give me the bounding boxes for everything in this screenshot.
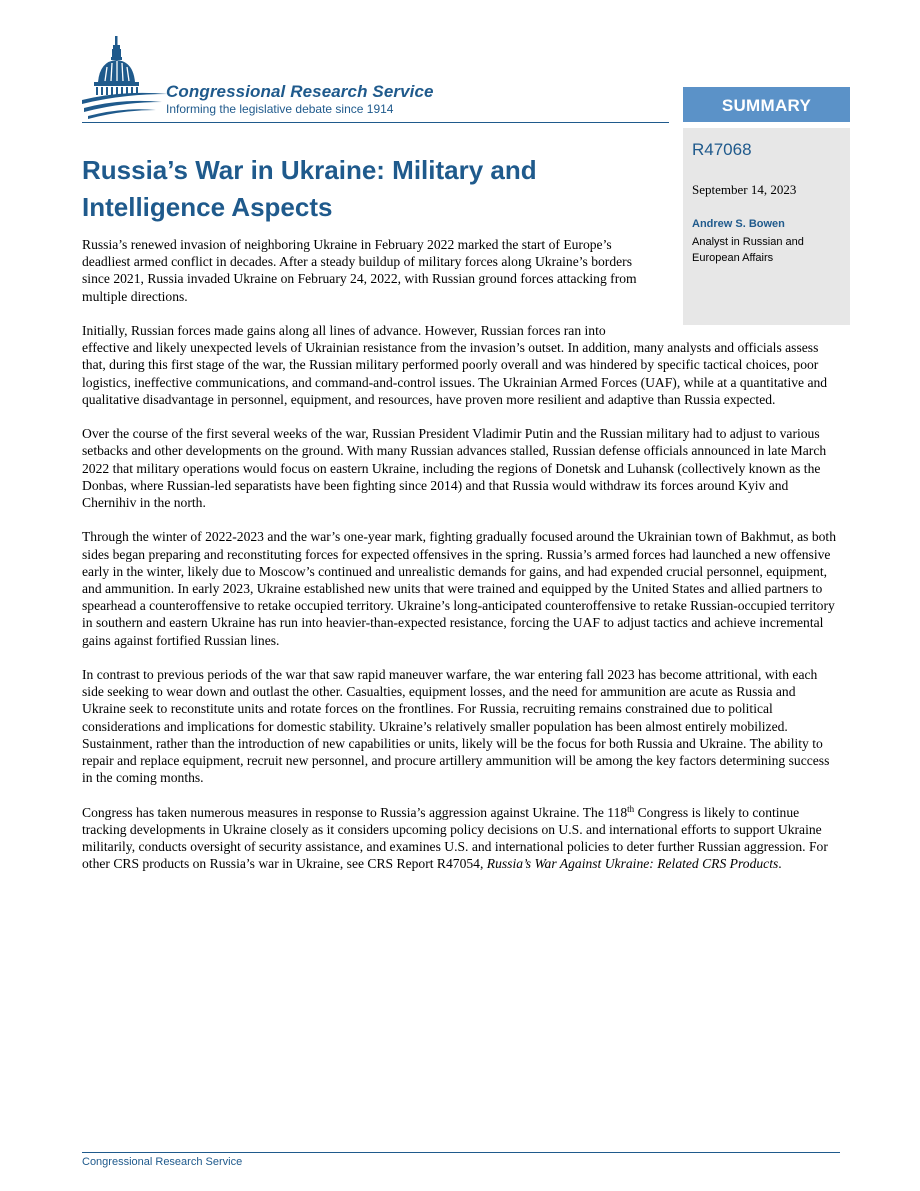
- body-paragraph: Through the winter of 2022-2023 and the war’s one-year mark, fighting gradually focused around the Ukrainian town of Bakhmut, as both sides began preparing and reconstituting forces for expected offensives in the spring. Russia’s armed forces had launched a new offensive early in the winter, likely due to Moscow’s continued and unrealistic demands for gains, and had expended crucial personnel, equipment, and ammunition. In early 2023, Ukraine established new units that were trained and equipped by the United States and allied partners to spearhead a counteroffensive to retake occupied territory. Ukraine’s long-anticipated counteroffensive to retake Russian-occupied territory in southern and eastern Ukraine has run into heavier-than-expected resistance, forcing the UAF to adjust tactics and achieve incremental gains against fortified Russian lines.: [82, 529, 837, 648]
- body-paragraph: In contrast to previous periods of the war that saw rapid maneuver warfare, the war entering fall 2023 has become attritional, with each side seeking to wear down and outlast the other. Casualties, equipment losses, and the need for ammunition are acute as Russia and Ukraine seek to reconstitute units and rotate forces on the frontlines. For Russia, recruiting remains constrained due to political considerations and implications for domestic stability. Ukraine’s relatively smaller population has been almost entirely mobilized. Sustainment, rather than the introduction of new capabilities or units, likely will be the focus for both Russia and Ukraine. The ability to repair and replace equipment, recruit new personnel, and procure artillery ammunition will be among the key factors determining success in the coming months.: [82, 667, 830, 786]
- footer-divider: [82, 1152, 840, 1153]
- text-run: .: [778, 856, 782, 872]
- document-title: Russia’s War in Ukraine: Military and Intelligence Aspects: [82, 155, 537, 222]
- text-run: Congress is likely to continue tracking developments in Ukraine closely as it considers upcoming policy decisions on U.S. and international efforts to support Ukraine militarily, conducts oversight of security assistance, and examines U.S. and international policies to deter further Russian aggression. For other CRS products on Russia’s war in Ukraine, see CRS Report R47054,: [82, 804, 828, 872]
- author-title: Analyst in Russian and European Affairs: [692, 236, 804, 264]
- body-paragraph: Initially, Russian forces made gains along all lines of advance. However, Russian forces ran into effective and likely unexpected levels of Ukrainian resistance from the invasion’s outset. In addition, many analysts and officials assess that, during this first stage of the war, the Russian military performed poorly overall and was hindered by specific tactical choices, poor logistics, ineffective communications, and command-and-control issues. The Ukrainian Armed Forces (UAF), while at a quantitative and qualitative disadvantage in personnel, equipment, and resources, have proven more resilient and adaptive than Russia expected.: [82, 323, 828, 407]
- author-name: Andrew S. Bowen: [692, 218, 785, 230]
- footer-org-name: Congressional Research Service: [82, 1156, 243, 1168]
- report-date: September 14, 2023: [692, 182, 797, 197]
- ordinal-superscript: th: [627, 803, 635, 814]
- text-run: Congress has taken numerous measures in response to Russia’s aggression against Ukraine. The 118: [82, 804, 628, 820]
- sidebar-wrap-spacer: [655, 236, 840, 328]
- body-paragraph-congress: [82, 804, 840, 873]
- crs-report-title: Russia’s War Against Ukraine: Related CRS Products: [486, 856, 779, 872]
- summary-body: [82, 236, 840, 890]
- header-divider: [82, 122, 669, 123]
- body-paragraph: Russia’s renewed invasion of neighboring Ukraine in February 2022 marked the start of Europe’s deadliest armed conflict in decades. After a steady buildup of military forces along Ukraine’s borders since 2021, Russia invaded Ukraine on February 24, 2022, with Russian ground forces attacking from multiple directions.: [82, 237, 637, 304]
- crs-capitol-dome-logo: [82, 34, 172, 120]
- summary-heading: SUMMARY: [683, 87, 850, 122]
- body-paragraph: Over the course of the first several weeks of the war, Russian President Vladimir Putin and the Russian military had to adjust to various setbacks and other developments on the ground. With many Russian advances stalled, Russian defense officials announced in late March 2022 that military operations would focus on eastern Ukraine, including the regions of Donetsk and Luhansk (collectively known as the Donbas, where Russian-led separatists have been fighting since 2014) and that Russia would withdraw its forces around Kyiv and Chernihiv in the north.: [82, 426, 827, 511]
- org-tagline: Informing the legislative debate since 1914: [166, 102, 394, 116]
- report-number: R47068: [692, 140, 752, 159]
- org-name: Congressional Research Service: [166, 82, 434, 101]
